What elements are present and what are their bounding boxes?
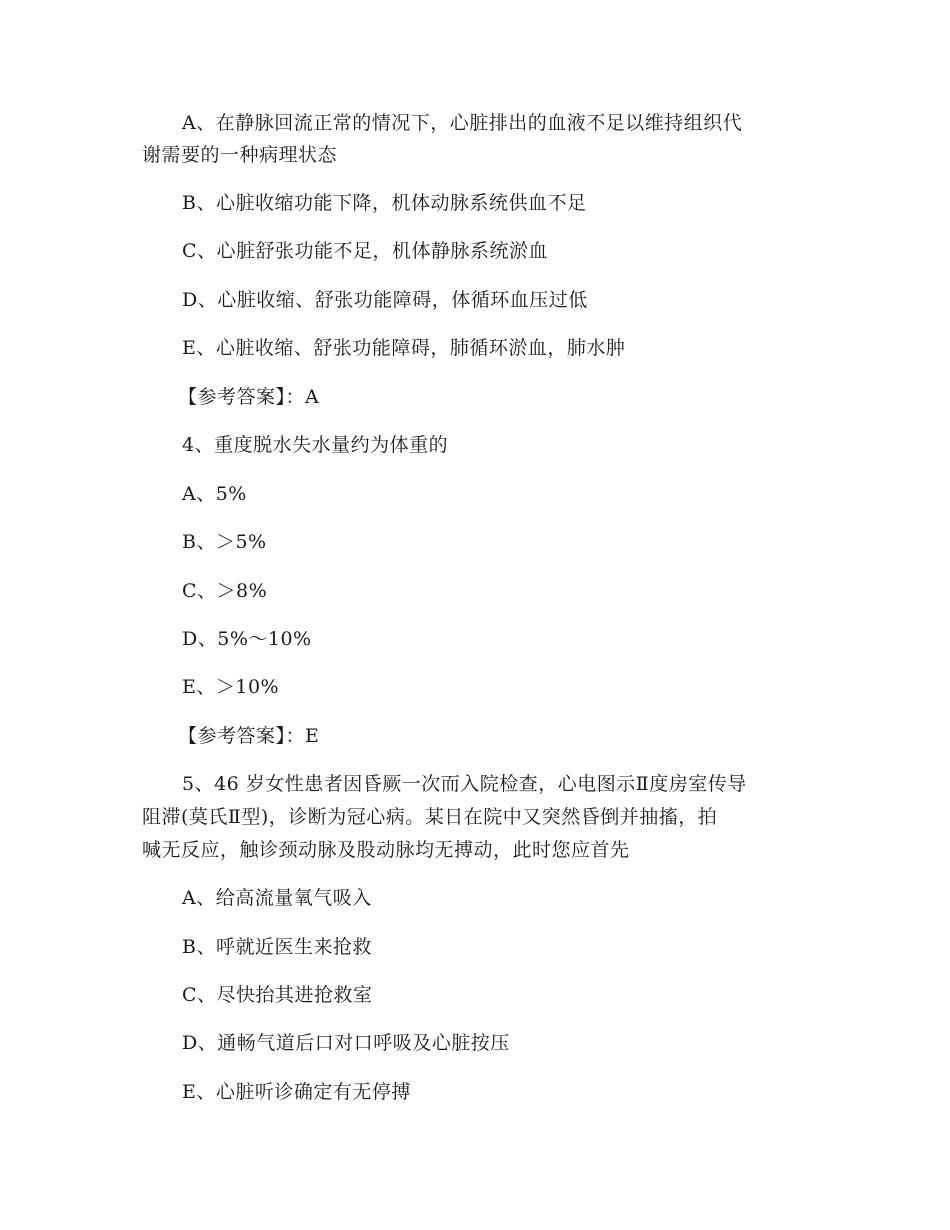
q4-option-c: C、＞8% <box>182 580 268 602</box>
q3-option-c: C、心脏舒张功能不足，机体静脉系统淤血 <box>182 240 549 262</box>
q3-option-b: B、心脏收缩功能下降，机体动脉系统供血不足 <box>182 192 587 214</box>
q4-option-b: B、＞5% <box>182 531 267 553</box>
q5-stem-line1: 5、46 岁女性患者因昏厥一次而入院检查，心电图示Ⅱ度房室传导 <box>182 773 747 795</box>
q3-option-a-line1: A、在静脉回流正常的情况下，心脏排出的血液不足以维持组织代 <box>182 112 743 134</box>
q5-stem-line2: 阻滞(莫氏Ⅱ型)，诊断为冠心病。某日在院中又突然昏倒并抽搐，拍 <box>142 806 718 828</box>
q4-option-e: E、＞10% <box>182 676 280 698</box>
q3-answer: 【参考答案】：A <box>178 386 320 408</box>
q5-option-b: B、呼就近医生来抢救 <box>182 936 372 958</box>
q3-option-a-line2: 谢需要的一种病理状态 <box>142 144 338 166</box>
q5-option-d: D、通畅气道后口对口呼吸及心脏按压 <box>182 1032 510 1054</box>
q3-option-e: E、心脏收缩、舒张功能障碍，肺循环淤血，肺水肿 <box>182 337 626 359</box>
q3-option-d: D、心脏收缩、舒张功能障碍，体循环血压过低 <box>182 289 588 311</box>
q4-option-a: A、5% <box>182 483 247 505</box>
q5-option-a: A、给高流量氧气吸入 <box>182 887 372 909</box>
q4-answer: 【参考答案】：E <box>178 725 320 747</box>
q4-option-d: D、5%～10% <box>182 628 312 650</box>
q4-stem: 4、重度脱水失水量约为体重的 <box>182 434 449 456</box>
q5-option-e: E、心脏听诊确定有无停搏 <box>182 1081 411 1103</box>
q5-stem-line3: 喊无反应，触诊颈动脉及股动脉均无搏动，此时您应首先 <box>142 839 630 861</box>
q5-option-c: C、尽快抬其进抢救室 <box>182 984 373 1006</box>
